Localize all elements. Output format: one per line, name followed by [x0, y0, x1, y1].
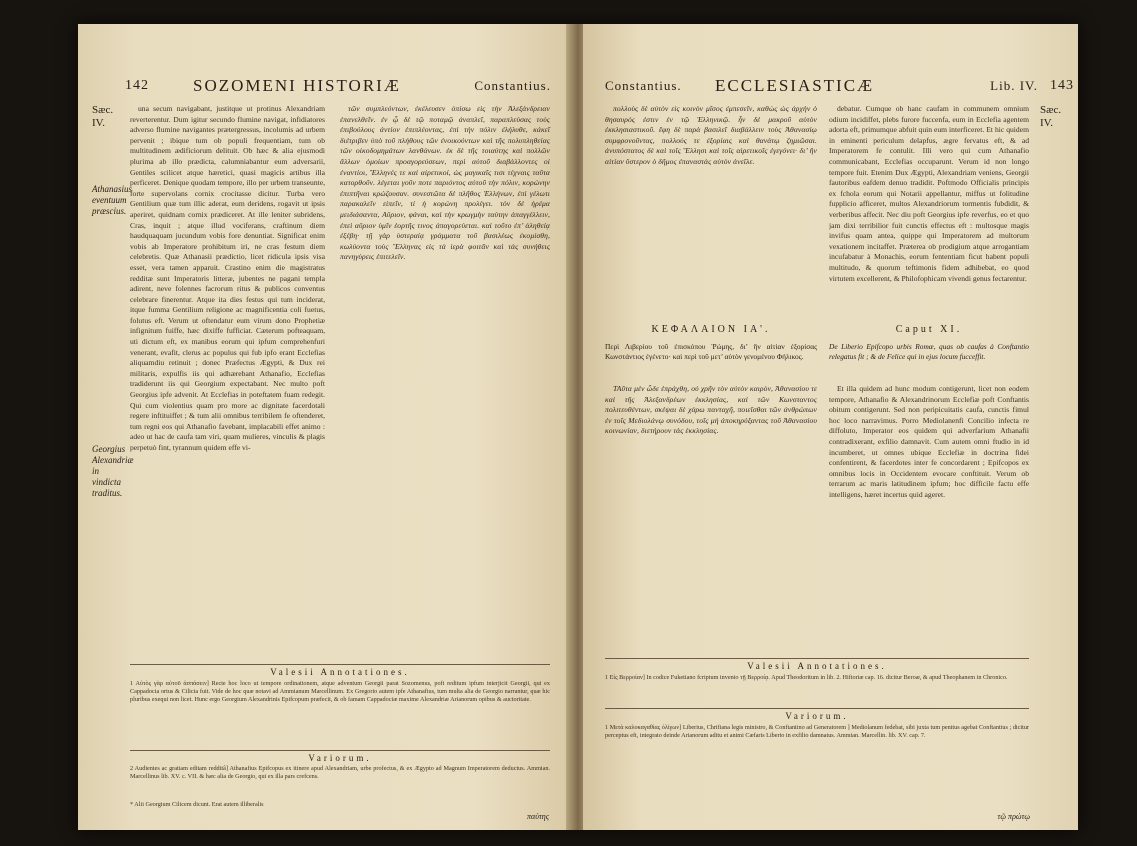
right-greek-column: [605, 104, 817, 316]
right-latin-column: [829, 104, 1029, 316]
chapter-greek-text: ΤΑῦτα μὲν ὧδε ἐπράχθη, οὐ χρῆν τὸν αὐτὸν καιρὸν, Ἀθανασίου τε καὶ τῆς Ἀλεξανδρέων ἐκκλησίας, καὶ τῶν Κωνσταντος πολιτευθέντων, σκέψαι δὲ χάρω πανταχῆ, ποιεῖσθαι τῶν ἀνθρώπων ἐν τοῖς Μεδιολάνῳ συνόδου, τοῖς μὴ ἀποκηρύξαντας τοῦ Ἀθανασίου κοινωνίαν, διετήρουν τὰς ἐκκλησίας.: [605, 384, 817, 436]
left-sidenote-1: Athanasius eventuum præscius.: [92, 184, 133, 216]
left-page-number: 142: [125, 78, 149, 93]
left-page: [78, 24, 573, 830]
right-notes: 1 Εἰς Βερροίαν] In codice Fuketiano fcriptum invenio τῇ Βερροίᾳ. Apud Theodoritum in lib. 2. Hiftoriæ cap. 16. dicitur Beroæ, & apud Theophanem in Chronico.: [605, 674, 1008, 681]
left-running-head: [125, 76, 551, 96]
right-divider-2: [605, 708, 1029, 709]
left-greek-text: τῶν συμπλεόντων, ἐκέλευσεν ὀπίσω εἰς τὴν Ἀλεξάνδρειαν ἐπανελθεῖν. ἐν ᾧ δὲ τῷ ποταμῷ ἀναπλεῖ, παραπλεύσας τοὺς ἐπιβούλους ἀντίον ἐπιπλέοντας, ἐπὶ τὴν πόλιν ἐλήλυθε, κἀκεῖ διέτριβεν ὑπὸ τοῦ πλήθους τῶν ἐνοικούντων καὶ τῆς πολυπληθείας τῶν οἰκοδομημάτων λανθάνων. ἐκ δὲ τῆς τοιαύτης καὶ πολλῶν ἄλλων ὁμοίων προαγορεύσεων, περὶ αὐτοῦ διαβάλλοντες οἱ ἐναντίοι, Ἕλληνές τε καὶ αἱρετικοί, ὡς μαγικαῖς τισι τέχναις ταῦτα κατορθοῦν. λέγεται γοῦν ποτε παριόντος αὐτοῦ τὴν πόλιν, κορώνην ἐπιπτῆναι κρώζουσαν. συνεστῶτα δὲ πλῆθος Ἑλλήνων, ἐπὶ γέλωτι παρακαλεῖν εἰπεῖν, τί ἡ κορώνη προλέγει. τὸν δὲ ἠρέμα μειδιάσαντα, Αὔριον, φάναι, καὶ τὴν κρωγμὴν ταύτην ἀπαγγέλλειν, ἐπεὶ αὔριον ὑμῖν ἑορτῆς τινος ἀπαγορεύεται. καὶ τοῦτο ἐπ’ ἀληθείᾳ ἐξέβη· τῇ γὰρ ὑστεραίᾳ γράμματα τοῦ βασιλέως ἐκομίσθη, κωλύοντα τοὺς Ἕλληνας εἰς τὰ ἱερὰ φοιτᾶν καὶ τὰς συνήθεις πανηγύρεις ἐπιτελεῖν.: [340, 104, 550, 262]
left-notes: 1 Αὐτὸς γὰρ αὐτοῦ ἀσπάσειν] Recte hoc loco ut tempore ordinationem, atque adventum Georgii parat Sozomenus, poft reditum ipfum interjicit Georgii, qui ex Cappadocia ortus & Cilicia fuit. Vide de hoc quæ notavi ad Ammianum Marcellinum. Ex Gregorio autem ipfe Athanafius, tum multa alia de Georgio narrantur, quæ hic pluribus exequi non licet. Hunc ergo Georgium Alexandrinis Epifcopum præfecit, & ob famam Cappadociæ maxime Alexandriæ Arianorum opibus & auctoritate.: [130, 680, 550, 704]
right-page-number: 143: [1050, 78, 1074, 93]
left-variorum-title: Variorum.: [308, 753, 372, 763]
right-page: [583, 24, 1078, 830]
chapter-latin-text: Et illa quidem ad hunc modum contigerunt, licet non eodem tempore, Athanafio & Alexandrinorum Ecclefiæ poft Conftantis obitum contigerunt. Sed non peripicuitatis caufa, cunctis fimul hoc loco narravimus. Porro Mediolanenfi Concilio infecta re diffoluto, Imperator eos quidem qui adverfarium Athanafii contradixerant, exfilio damnavit. Cum autem omni ftudio in id incumberet, ut omnes ubique Ecclefiæ in doctrina fidei confentirent, & facerdotes inter fe concordarent ; Epifcopos ex omnibus locis in Occidentem evocare conftituit. Verum ob terrarum ac maris latitudinem ipfum; hoc difficile factu effe intelligens, hæret incertus quid ageret.: [829, 384, 1029, 499]
right-divider: [605, 658, 1029, 659]
right-margin-year: Sæc. IV.: [1040, 104, 1062, 129]
left-catchword: παύτης: [527, 812, 549, 821]
left-latin-column: [130, 104, 325, 659]
left-footnote: * Alii Georgium Cilicem dicunt. Erat autem illiberalis: [130, 801, 264, 808]
chapter-latin-column: [829, 384, 1029, 654]
right-notes-title: Valesii Annotationes.: [747, 661, 887, 671]
left-divider-2: [130, 750, 550, 751]
right-running-head: [605, 76, 1074, 96]
left-divider: [130, 664, 550, 665]
right-variorum: 1 Μετὰ καλοκαγαθίας ὀλίγων] Liberius, Chrifiana legis ministro, & Conftantino ad Generatorem ] Mediolanum fedebat, sibi juxta tum penitus agebat Conftantius ; dicitur perceptus eft, integrato deinde Arianorum aditu et animi Cæfaris Liberio in exfilio damnatus. Ammian. Marcellin. lib. XV. cap. 7.: [605, 724, 1029, 740]
chapter-summary-latin: De Liberio Epifcopo urbis Romæ, quas ob caufas à Conftantio relegatus fit ; & de Felice qui in ejus locum fucceffit.: [829, 342, 1029, 361]
chapter-summary-greek: Περὶ Λιβερίου τοῦ ἐπισκόπου Ῥώμης, δι’ ἣν αἰτίαν ἐξορίσας Κωνστάντιος ἐγένετο· καὶ περὶ τοῦ μετ’ αὐτὸν γενομένου Φήλικος.: [605, 342, 817, 361]
left-page-author: Constantius.: [474, 78, 551, 93]
left-margin-year: Sæc. IV.: [92, 104, 114, 129]
chapter-greek-column: [605, 384, 817, 654]
left-sidenote-2: Georgius Alexandriæ in vindicta traditus.: [92, 444, 134, 498]
chapter-heading-latin: Caput XI.: [895, 324, 963, 335]
right-greek-text: πολλοὺς δὲ αὐτὸν εἰς κοινὸν μῖσος ἐμπεσεῖν, καθὼς ὡς ἀρχὴν ὁ θησαυρὸς ἐστιν ἐν τῷ Ἑλληνικῷ. ἦν δὲ μακροῦ αὐτὸν ἐκκλησιαστικοῦ. ἔφη δὲ παρὰ βασιλεῖ διαβάλλειν τοὺς Ἀθανασίῳ συμφρονοῦντας, πολλοὺς τε ἐξορίαις καὶ θανάτῳ ζημιῶσαι. ἀνυπόστατος δὲ καὶ τοῖς Ἕλλησι καὶ τοῖς αἱρετικοῖς ἐγεγόνει· δι’ ἣν αἰτίαν ὕστερον ὁ δῆμος ἐπαναστὰς αὐτὸν ἀνεῖλε.: [605, 104, 817, 166]
right-page-author: Constantius.: [605, 78, 682, 93]
right-catchword: τῷ πρώτῳ: [997, 812, 1030, 821]
right-variorum-title: Variorum.: [785, 711, 849, 721]
right-page-book: Lib. IV.: [990, 78, 1038, 93]
left-notes-title: Valesii Annotationes.: [270, 667, 410, 677]
left-variorum: 2 Audientes ac gratiam editam redditâ] Athanafius Epifcopus ex itinere apud Alexandriam, urbe profectus, & ex Ægypto ad Magnum Imperatorem deductus. Ammian. Marcellinus lib. XV. c. VII. & hæc alia de Georgio, qui ex illa pars crefcens.: [130, 765, 550, 781]
left-greek-column: [340, 104, 550, 659]
right-latin-text: debatur. Cumque ob hanc caufam in communem omnium odium incidiffet, plebs furore fuccenfa, eum in Ecclefia agentem adorta eft, primumque abfuit quin eum interficeret. Et hic quidem in eminenti periculum delapfus, ægre fervatus eft, & ad Imperatorem fe contulit. Illi vero qui cum Athanafio communicabant, Ecclefias occuparunt. Verum id non longo tempore fuit. Etenim Dux Ægypti, Alexandriam veniens, Georgii fautoribus eafdem denuo tradidit. Poftmodo Officialis principis ex fchola eorum qui Notarii appellantur, miffus ut folitudine fupplicio afficeret, multos Alexandriorum tormentis fubdidit, & verberibus affecit. Nec diu poft Georgius ipfe reverfus, eo et quo jam dixi terribilior fuit cunctis effectus eft : multosque magis invifus quam antea, quippe qui Imperatorem ad multorum vexationem incitaffet. Præterea ob prodigium atque arrogantiam incufabatur à Monachis, eorum fententiam ficut habent populi multitudo, & quorum teftimonis fidem adhibebat, eo quod virtutem excellerent, & Philofophicam vivendi genus fectarentur.: [829, 104, 1029, 283]
chapter-heading-greek: ΚΕΦΑΛΑΙΟΝ ΙΑ'.: [651, 324, 771, 335]
open-book: [78, 24, 1078, 830]
left-page-title: SOZOMENI HISTORIÆ: [193, 76, 401, 95]
right-page-title: ECCLESIASTICÆ: [715, 76, 875, 95]
left-latin-text: una secum navigabant, justitque ut protinus Alexandriam reverterentur. Dum igitur secundo flumine navigat, infidiatores adverso flumine navigantes prætergressus, incolumis ad urbem pervenit ; ibique tum ob populi frequentiam, tum ob multitudinem ædificiorum delituit. Ob hæc & alia ejusmodi plurima ab illo prædicta, calumniabantur eum adversarii, Gentiles scilicet atque hæretici, quasi magicis artibus illa perficeret. Denique quodam tempore, illo per urbem transeunte, forte supervolans cornix crocitasse dicitur. Turba vero Gentilium quæ tum illic aderat, eum deridens, rogavit ut ipsis aperiret, quidnam cornix prædiceret. At ille leniter subridens, Cras, inquit ; atque illud vociferans, craftinum diem haudquaquam jucundum vobis fore denuntiat. Significat enim vobis ab Imperatore prohibitum iri, ne cras festum diem celebretis. Quæ Athanasii prædictio, licet ridicula ipsis visa esset, vera tamen apparuit. Crastino enim die magistratus redditæ sunt Imperatoris litteræ, jubentes ne pagani templa adirent, neve folennes facrorum ritus & publicos conventus celebrare finerentur. Atque ita dies festus qui tum inciderat, itque fumma Gentilium religione ac magnificentia coli fuetus, folutus eft. Verum ut oftendatur eum virum dono Prophetiæ infignitum fuiffe, hæc dixiffe fufficiat. Cæterum pofteaquam, uti dictum eft, ex manibus eorum qui ipfum comprehenfuri venerant, evafit, clerus ac populus qui fub ipfo erant Ecclefias aliquamdiu retinuit ; donec Præfectus Ægypti, & Dux rei militaris, expulfis iis qui adhærebant Athanafio, Ecclefias tradiderunt iis qui Georgium expectabant. Nec multo poft Georgius ipfe advenit. At Ecclefias in poteftatem fuam redegit. Qui cum violentius quam pro more ac dignitate facerdotali regere inftituiffet ; & tum alii omnibus terribilem fe oftenderet, tum regni eos qui Athanafio favebant, implacabili effet animo : adeo ut hac de caufa tam viri, quam mulieres, vinculis & plagis perpetuò fint, tyrannum quidem effe vi-: [130, 104, 325, 452]
